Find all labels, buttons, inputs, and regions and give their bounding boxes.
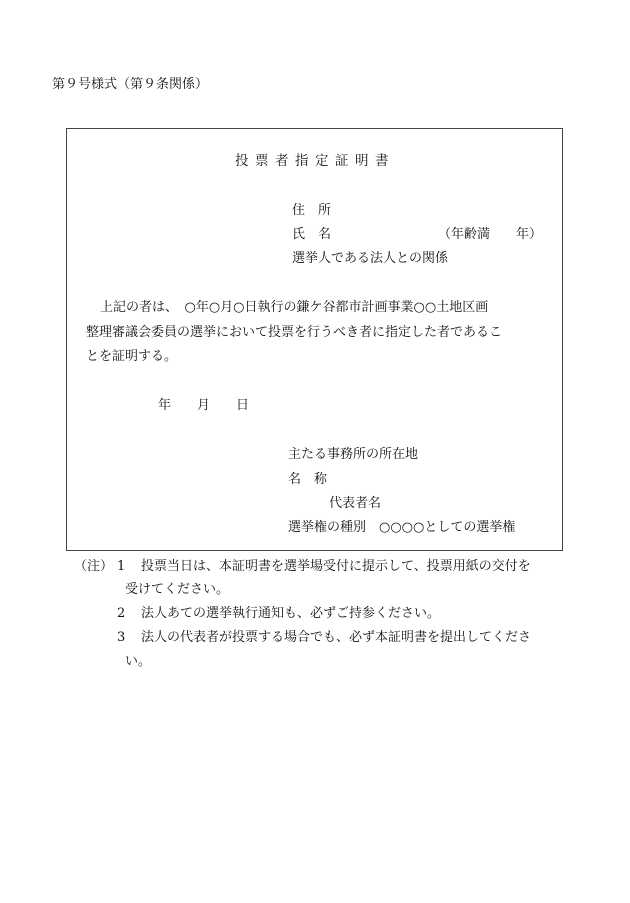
note-number: 1 — [117, 559, 126, 574]
note-text: 法人の代表者が投票する場合でも、必ず本証明書を提出してくださ — [141, 630, 532, 645]
form-number-label: 第９号様式（第９条関係） — [52, 77, 209, 92]
notes-prefix: （注） — [74, 559, 114, 574]
voting-right-label: 選挙権の種別 ○○○○としての選挙権 — [288, 520, 516, 535]
office-location-label: 主たる事務所の所在地 — [288, 447, 419, 462]
body-text-line-3: とを証明する。 — [86, 349, 178, 364]
representative-label: 代表者名 — [329, 496, 382, 511]
age-label: （年齢満 年） — [438, 227, 543, 242]
certificate-box — [66, 128, 563, 551]
note-text: 受けてください。 — [125, 582, 230, 597]
company-name-label: 名称 — [288, 472, 341, 487]
name-label: 氏名 — [292, 227, 345, 242]
body-text-line-2: 整理審議会委員の選挙において投票を行うべき者に指定した者であるこ — [86, 325, 503, 340]
certificate-title: 投票者指定証明書 — [235, 153, 395, 169]
note-text: 投票当日は、本証明書を選挙場受付に提示して、投票用紙の交付を — [141, 559, 531, 574]
date-label: 年 月 日 — [158, 398, 250, 413]
note-text: い。 — [125, 654, 152, 669]
note-number: 2 — [117, 606, 126, 621]
note-number: 3 — [117, 630, 126, 645]
note-text: 法人あての選挙執行通知も、必ずご持参ください。 — [141, 606, 441, 621]
address-label: 住所 — [292, 203, 345, 218]
relation-label: 選挙人である法人との関係 — [292, 251, 449, 266]
body-text-line-1: 上記の者は、 ○年○月○日執行の鎌ケ谷都市計画事業○○土地区画 — [100, 300, 489, 315]
